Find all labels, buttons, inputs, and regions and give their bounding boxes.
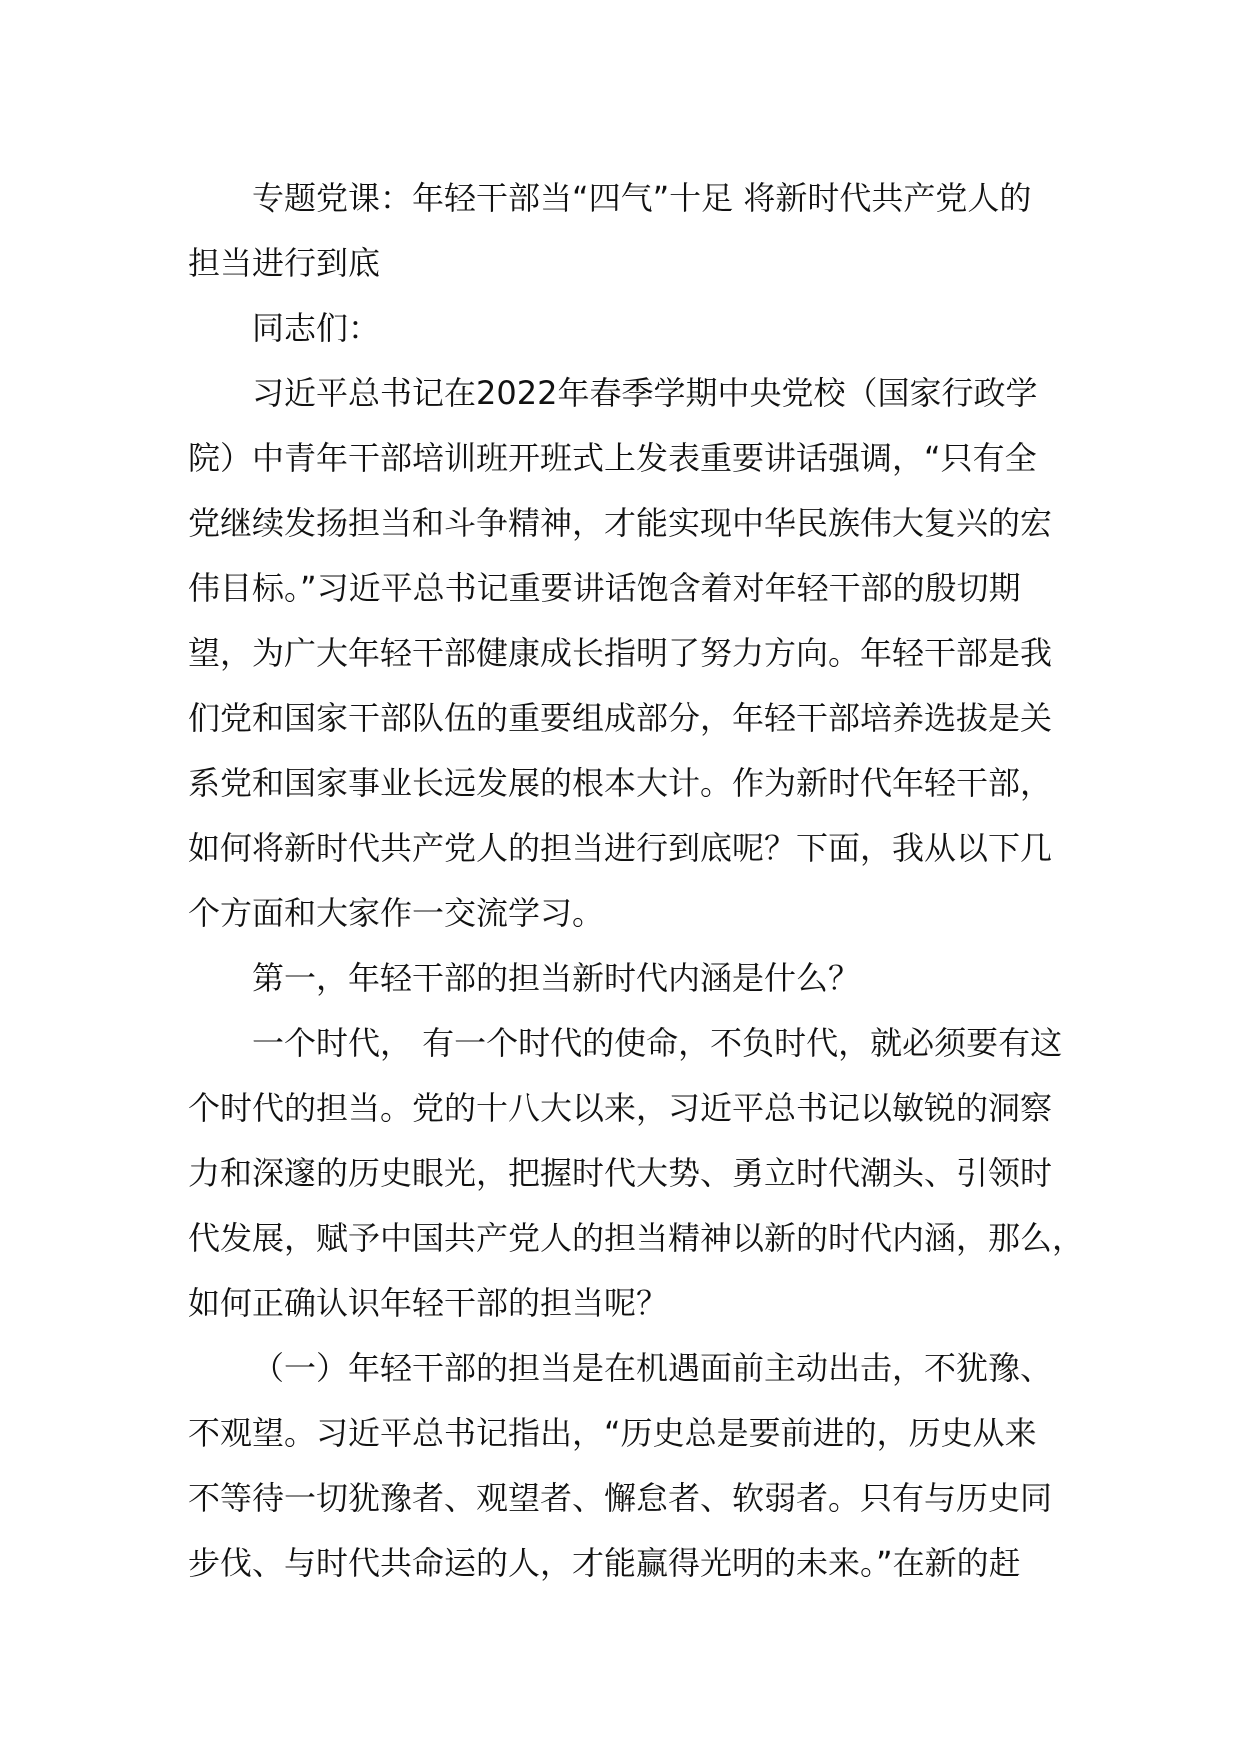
section-heading: 第一，年轻干部的担当新时代内涵是什么？ [252,959,861,997]
paragraph-line: 不等待一切犹豫者、观望者、懈怠者、软弱者。只有与历史同 [188,1479,1053,1517]
title-line-2: 担当进行到底 [188,244,381,282]
paragraph-line: 们党和国家干部队伍的重要组成部分，年轻干部培养选拔是关 [188,699,1053,737]
paragraph-line: 系党和国家事业长远发展的根本大计。作为新时代年轻干部， [188,764,1053,802]
subsection-line: （一）年轻干部的担当是在机遇面前主动出击，不犹豫、 [252,1349,1053,1387]
paragraph-line: 党继续发扬担当和斗争精神，才能实现中华民族伟大复兴的宏 [188,504,1053,542]
title-line-1: 专题党课：年轻干部当“四气”十足 将新时代共产党人的 [252,179,1032,217]
paragraph-line: 代发展，赋予中国共产党人的担当精神以新的时代内涵，那么， [188,1219,1085,1257]
document-body [188,166,1088,1596]
paragraph-line: 院）中青年干部培训班开班式上发表重要讲话强调，“只有全 [188,439,1037,477]
paragraph-line: 个方面和大家作一交流学习。 [188,894,605,932]
paragraph-line: 力和深邃的历史眼光，把握时代大势、勇立时代潮头、引领时 [188,1154,1053,1192]
paragraph-line: 步伐、与时代共命运的人，才能赢得光明的未来。”在新的赶 [188,1544,1021,1582]
paragraph-line: 如何将新时代共产党人的担当进行到底呢？下面，我从以下几 [188,829,1053,867]
paragraph-line: 如何正确认识年轻干部的担当呢？ [188,1284,669,1322]
paragraph-line: 个时代的担当。党的十八大以来，习近平总书记以敏锐的洞察 [188,1089,1053,1127]
salutation: 同志们： [252,309,381,347]
paragraph-line: 伟目标。”习近平总书记重要讲话饱含着对年轻干部的殷切期 [188,569,1021,607]
paragraph-line: 不观望。习近平总书记指出，“历史总是要前进的，历史从来 [188,1414,1037,1452]
paragraph-line: 一个时代， 有一个时代的使命，不负时代，就必须要有这 [252,1024,1063,1062]
paragraph-line: 习近平总书记在2022年春季学期中央党校（国家行政学 [252,374,1038,412]
paragraph-line: 望，为广大年轻干部健康成长指明了努力方向。年轻干部是我 [188,634,1053,672]
